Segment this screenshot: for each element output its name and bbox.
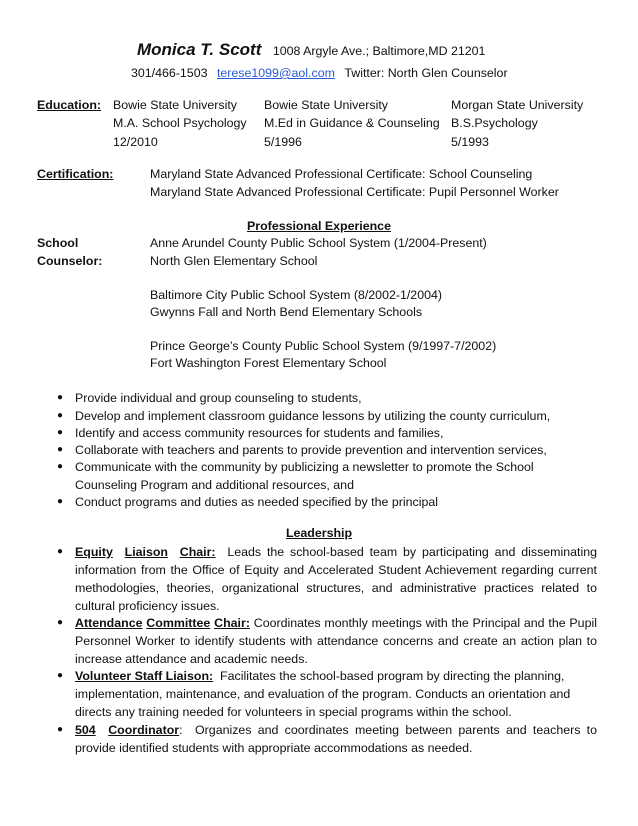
role-label-line1: School: [37, 236, 79, 250]
bullet-icon: ●: [57, 724, 64, 735]
leadership-title-4b: Coordinator: [108, 723, 180, 737]
leadership-item-1: [75, 543, 597, 615]
contact-header-line2: [131, 66, 508, 80]
bullet-icon: ●: [57, 546, 64, 557]
applicant-name: Monica T. Scott: [137, 40, 262, 59]
certification-item-2: Maryland State Advanced Professional Certificate: Pupil Personnel Worker: [150, 185, 559, 199]
duty-item-2: Develop and implement classroom guidance lessons by utilizing the county curriculum,: [75, 409, 551, 423]
bullet-icon: ●: [57, 496, 64, 507]
education-school-3: Morgan State University: [451, 98, 584, 112]
duty-item-1: Provide individual and group counseling to students,: [75, 391, 362, 405]
job-3-school: Fort Washington Forest Elementary School: [150, 356, 387, 370]
education-date-3: 5/1993: [451, 135, 489, 149]
leadership-title-2c: Chair:: [214, 616, 250, 630]
leadership-title-2a: Attendance: [75, 616, 143, 630]
education-degree-1: M.A. School Psychology: [113, 116, 247, 130]
leadership-title-1a: Equity: [75, 545, 113, 559]
bullet-icon: ●: [57, 670, 64, 681]
address: 1008 Argyle Ave.; Baltimore,MD 21201: [272, 44, 486, 58]
bullet-icon: ●: [57, 427, 64, 438]
leadership-text-1: Leads the school-based team by participating and disseminating information from the Office of Equity and Accelerated Student Achievement regarding current methodologies, theories, organizational structures, and administrative practices related to cultural proficiency issues.: [75, 545, 597, 613]
twitter: Twitter: North Glen Counselor: [344, 66, 508, 80]
email-link[interactable]: terese1099@aol.com: [216, 66, 335, 80]
leadership-item-2: [75, 614, 597, 668]
duty-item-3: Identify and access community resources for students and families,: [75, 426, 444, 440]
leadership-title-3: Volunteer Staff Liaison:: [75, 669, 214, 683]
bullet-icon: ●: [57, 444, 64, 455]
job-2-system: Baltimore City Public School System (8/2002-1/2004): [150, 288, 443, 302]
leadership-text-3: Facilitates the school-based program by directing the planning, implementation, maintenance, and evaluation of the program. Conducts an orientation and directs any training needed for volunteers in special programs within the school.: [75, 669, 571, 719]
role-label-line2: Counselor:: [37, 254, 103, 268]
leadership-item-4: [75, 721, 597, 757]
education-label: Education:: [37, 98, 102, 112]
education-date-1: 12/2010: [113, 135, 158, 149]
leadership-item-3: [75, 667, 590, 721]
job-3-system: Prince George’s County Public School System (9/1997-7/2002): [150, 339, 497, 353]
job-2-school: Gwynns Fall and North Bend Elementary Schools: [150, 305, 423, 319]
contact-header-line1: [137, 40, 485, 60]
leadership-title-4c: :: [179, 723, 183, 737]
bullet-icon: ●: [57, 461, 64, 472]
leadership-title-1c: Chair:: [179, 545, 216, 559]
education-school-2: Bowie State University: [264, 98, 388, 112]
experience-heading: Professional Experience: [247, 219, 391, 233]
bullet-icon: ●: [57, 410, 64, 421]
bullet-icon: ●: [57, 617, 64, 628]
leadership-title-1b: Liaison: [124, 545, 168, 559]
education-school-1: Bowie State University: [113, 98, 237, 112]
job-1-system: Anne Arundel County Public School System (1/2004-Present): [150, 236, 487, 250]
leadership-heading: Leadership: [285, 526, 353, 540]
job-1-school: North Glen Elementary School: [150, 254, 318, 268]
certification-item-1: Maryland State Advanced Professional Certificate: School Counseling: [150, 167, 533, 181]
education-degree-3: B.S.Psychology: [451, 116, 538, 130]
duty-item-5: Communicate with the community by publicizing a newsletter to promote the School Counseling Program and additional resources, and: [75, 460, 534, 492]
duty-item-4: Collaborate with teachers and parents to provide prevention and intervention services,: [75, 443, 547, 457]
phone: 301/466-1503: [131, 66, 208, 80]
leadership-title-4a: 504: [75, 723, 96, 737]
leadership-title-2b: Committee: [146, 616, 211, 630]
education-degree-2: M.Ed in Guidance & Counseling: [264, 116, 440, 130]
bullet-icon: ●: [57, 392, 64, 403]
certification-label: Certification:: [37, 167, 114, 181]
duty-item-6: Conduct programs and duties as needed specified by the principal: [75, 495, 438, 509]
leadership-text-4: Organizes and coordinates meeting between parents and teachers to provide identified students with appropriate accommodations as needed.: [75, 723, 598, 755]
leadership-text-2: Coordinates monthly meetings with the Principal and the Pupil Personnel Worker to identify students with attendance concerns and create an action plan to increase attendance and academic needs.: [75, 616, 597, 666]
education-date-2: 5/1996: [264, 135, 302, 149]
